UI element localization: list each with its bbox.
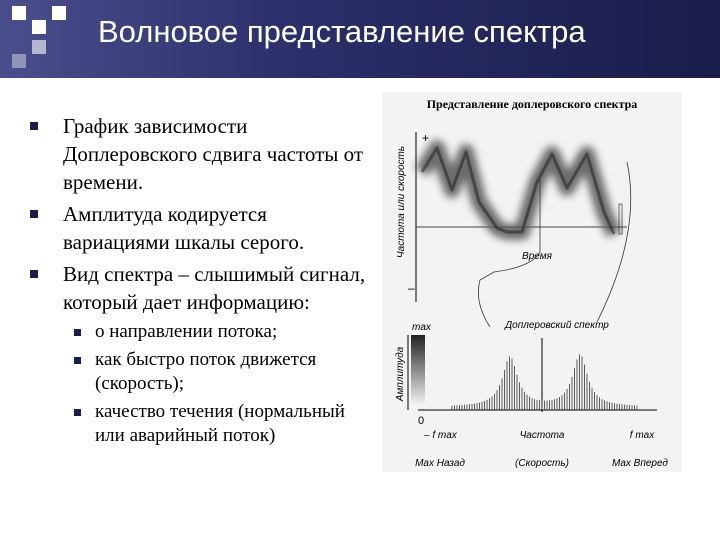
max-label: max xyxy=(412,322,431,333)
figure-title: Представление доплеровского спектра xyxy=(426,97,638,111)
slide-title: Волновое представление спектра xyxy=(98,14,586,49)
deco-square xyxy=(52,6,66,20)
max-back-label: Max Назад xyxy=(415,458,465,469)
zero-label: 0 xyxy=(418,415,425,427)
time-label: Время xyxy=(522,251,552,262)
neg-fmax-label: – f max xyxy=(424,430,457,441)
deco-square xyxy=(32,40,46,54)
frequency-label: Частота xyxy=(519,430,565,441)
bullet-item xyxy=(30,112,375,196)
deco-square xyxy=(12,54,26,68)
bullet-marker xyxy=(30,122,38,130)
bullet-item xyxy=(30,200,375,256)
bullet-marker xyxy=(30,270,38,278)
bullet-text: Вид спектра – слышимый сигнал, который дает информацию: xyxy=(63,262,366,314)
doppler-figure xyxy=(382,92,682,472)
pos-fmax-label: f max xyxy=(629,430,655,441)
bullet-marker xyxy=(30,210,38,218)
bullet-list xyxy=(30,112,375,448)
top-y-axis-label: Частота или скорость xyxy=(396,145,407,259)
amplitude-axis-label: Амплитуда xyxy=(395,346,406,402)
bullet-item xyxy=(30,260,375,316)
bullet-text: Амплитуда кодируется вариациями шкалы серого. xyxy=(63,202,305,254)
bullet-text: График зависимости Доплеровского сдвига частоты от времени. xyxy=(63,114,364,194)
doppler-spectrum-label: Доплеровский спектр xyxy=(505,320,609,331)
bullet-marker xyxy=(74,329,81,336)
sub-bullet-item xyxy=(74,320,375,344)
deco-square xyxy=(12,6,26,20)
sub-bullet-item xyxy=(74,400,375,448)
speed-label: (Скорость) xyxy=(515,458,569,469)
minus-sign: – xyxy=(408,281,415,295)
sub-bullet-text: качество течения (нормальный или аварийный поток) xyxy=(95,401,345,446)
sub-bullet-text: о направлении потока; xyxy=(95,321,278,342)
deco-square xyxy=(32,20,46,34)
sub-bullet-item xyxy=(74,348,375,396)
bullet-marker xyxy=(74,409,81,416)
sub-bullet-text: как быстро поток движется (скорость); xyxy=(95,349,317,394)
plus-sign: + xyxy=(422,131,430,145)
max-fwd-label: Max Вперед xyxy=(612,458,668,469)
gray-scale-bar xyxy=(411,335,425,407)
bullet-marker xyxy=(74,357,81,364)
